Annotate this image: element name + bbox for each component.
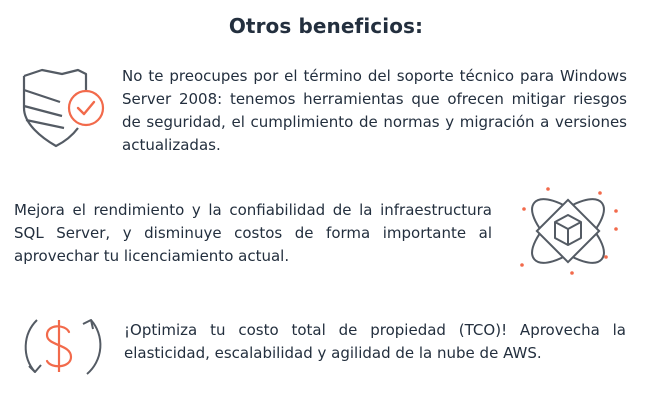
orbit-cube-icon (512, 183, 624, 279)
section-title: Otros beneficios: (228, 14, 424, 38)
shield-check-icon (16, 62, 108, 154)
benefit-text-sql-server: Mejora el rendimiento y la confiabilidad de la infraestructura SQL Server, y disminuye costos de forma importante al aprovechar tu licenciamiento actual. (14, 201, 492, 265)
dollar-cycle-icon (17, 302, 109, 390)
benefit-text-tco: ¡Optimiza tu costo total de propiedad (TCO)! Aprovecha la elasticidad, escalabilidad y agilidad de la nube de AWS. (124, 321, 626, 362)
benefit-text-support: No te preocupes por el término del soporte técnico para Windows Server 2008: tenemos herramientas que ofrecen mitigar riesgos de seguridad, el cumplimiento de normas y migración a versiones actualizadas. (122, 67, 627, 154)
